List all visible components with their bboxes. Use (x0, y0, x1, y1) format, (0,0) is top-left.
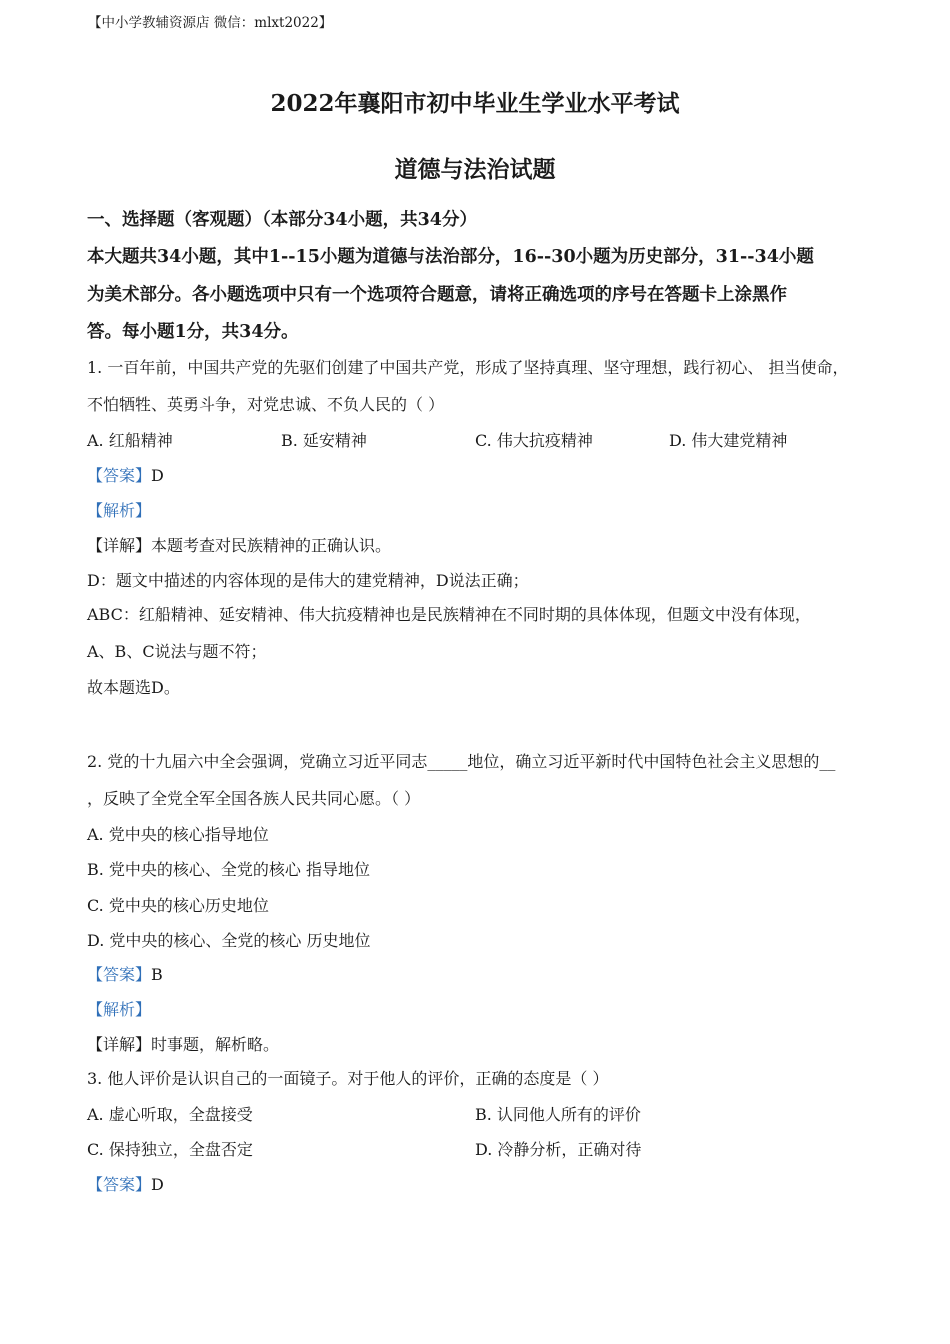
q2-stem-line: ，反映了全党全军全国各族人民共同心愿。（ ） (87, 789, 421, 808)
exam-subtitle: 道德与法治试题 (394, 156, 556, 183)
q1-answer (87, 465, 164, 487)
answer-label: 【答案】 (87, 1175, 152, 1194)
exam-title: 2022年襄阳市初中毕业生学业水平考试 (270, 90, 680, 117)
q3-stem-line: 3. 他人评价是认识自己的一面镜子。对于他人的评价，正确的态度是（ ） (87, 1069, 609, 1088)
answer-value: D (151, 1175, 164, 1194)
q1-detail-line: ABC：红船精神、延安精神、伟大抗疫精神也是民族精神在不同时期的具体体现，但题文中没有体现， (87, 605, 811, 624)
q2-analysis-label: 【解析】 (87, 1000, 152, 1019)
instructions-line: 为美术部分。各小题选项中只有一个选项符合题意，请将正确选项的序号在答题卡上涂黑作 (87, 285, 787, 305)
instructions-line: 答。每小题1分，共34分。 (87, 322, 299, 342)
q1-detail-line: A、B、C说法与题不符； (87, 642, 267, 661)
q1-stem-line: 不怕牺牲、英勇斗争，对党忠诚、不负人民的（ ） (87, 395, 445, 414)
q1-detail-line: 故本题选D。 (87, 678, 180, 697)
answer-label: 【答案】 (87, 965, 152, 984)
q1-option-c: C. 伟大抗疫精神 (475, 431, 593, 450)
q1-stem-line: 1. 一百年前，中国共产党的先驱们创建了中国共产党，形成了坚持真理、坚守理想，践行初心、 担当使命， (87, 358, 849, 377)
q1-analysis-label: 【解析】 (87, 501, 152, 520)
answer-value: B (151, 965, 163, 984)
q2-stem-line: 2. 党的十九届六中全会强调，党确立习近平同志_____地位，确立习近平新时代中国特色社会主义思想的__ (87, 752, 836, 771)
q1-option-d: D. 伟大建党精神 (669, 431, 788, 450)
q2-answer (87, 964, 163, 986)
q2-option-b: B. 党中央的核心、全党的核心 指导地位 (87, 860, 371, 879)
q3-answer (87, 1174, 164, 1196)
answer-value: D (151, 466, 164, 485)
q2-option-d: D. 党中央的核心、全党的核心 历史地位 (87, 931, 371, 950)
q1-detail-line: D：题文中描述的内容体现的是伟大的建党精神，D说法正确； (87, 571, 529, 590)
page-header: 【中小学教辅资源店 微信：mlxt2022】 (88, 15, 333, 31)
q1-option-b: B. 延安精神 (281, 431, 367, 450)
section-heading: 一、选择题（客观题）（本部分34小题，共34分） (87, 210, 477, 230)
instructions-line: 本大题共34小题，其中1--15小题为道德与法治部分，16--30小题为历史部分，31--34小题 (87, 247, 814, 267)
q2-option-c: C. 党中央的核心历史地位 (87, 896, 269, 915)
q1-detail-line: 【详解】本题考查对民族精神的正确认识。 (87, 536, 392, 555)
q3-option-d: D. 冷静分析，正确对待 (475, 1140, 642, 1159)
q3-option-a: A. 虚心听取，全盘接受 (87, 1105, 253, 1124)
answer-label: 【答案】 (87, 466, 152, 485)
q2-detail-line: 【详解】时事题，解析略。 (87, 1035, 280, 1054)
q1-option-a: A. 红船精神 (87, 431, 173, 450)
q3-option-c: C. 保持独立，全盘否定 (87, 1140, 253, 1159)
q2-option-a: A. 党中央的核心指导地位 (87, 825, 269, 844)
q3-option-b: B. 认同他人所有的评价 (475, 1105, 641, 1124)
